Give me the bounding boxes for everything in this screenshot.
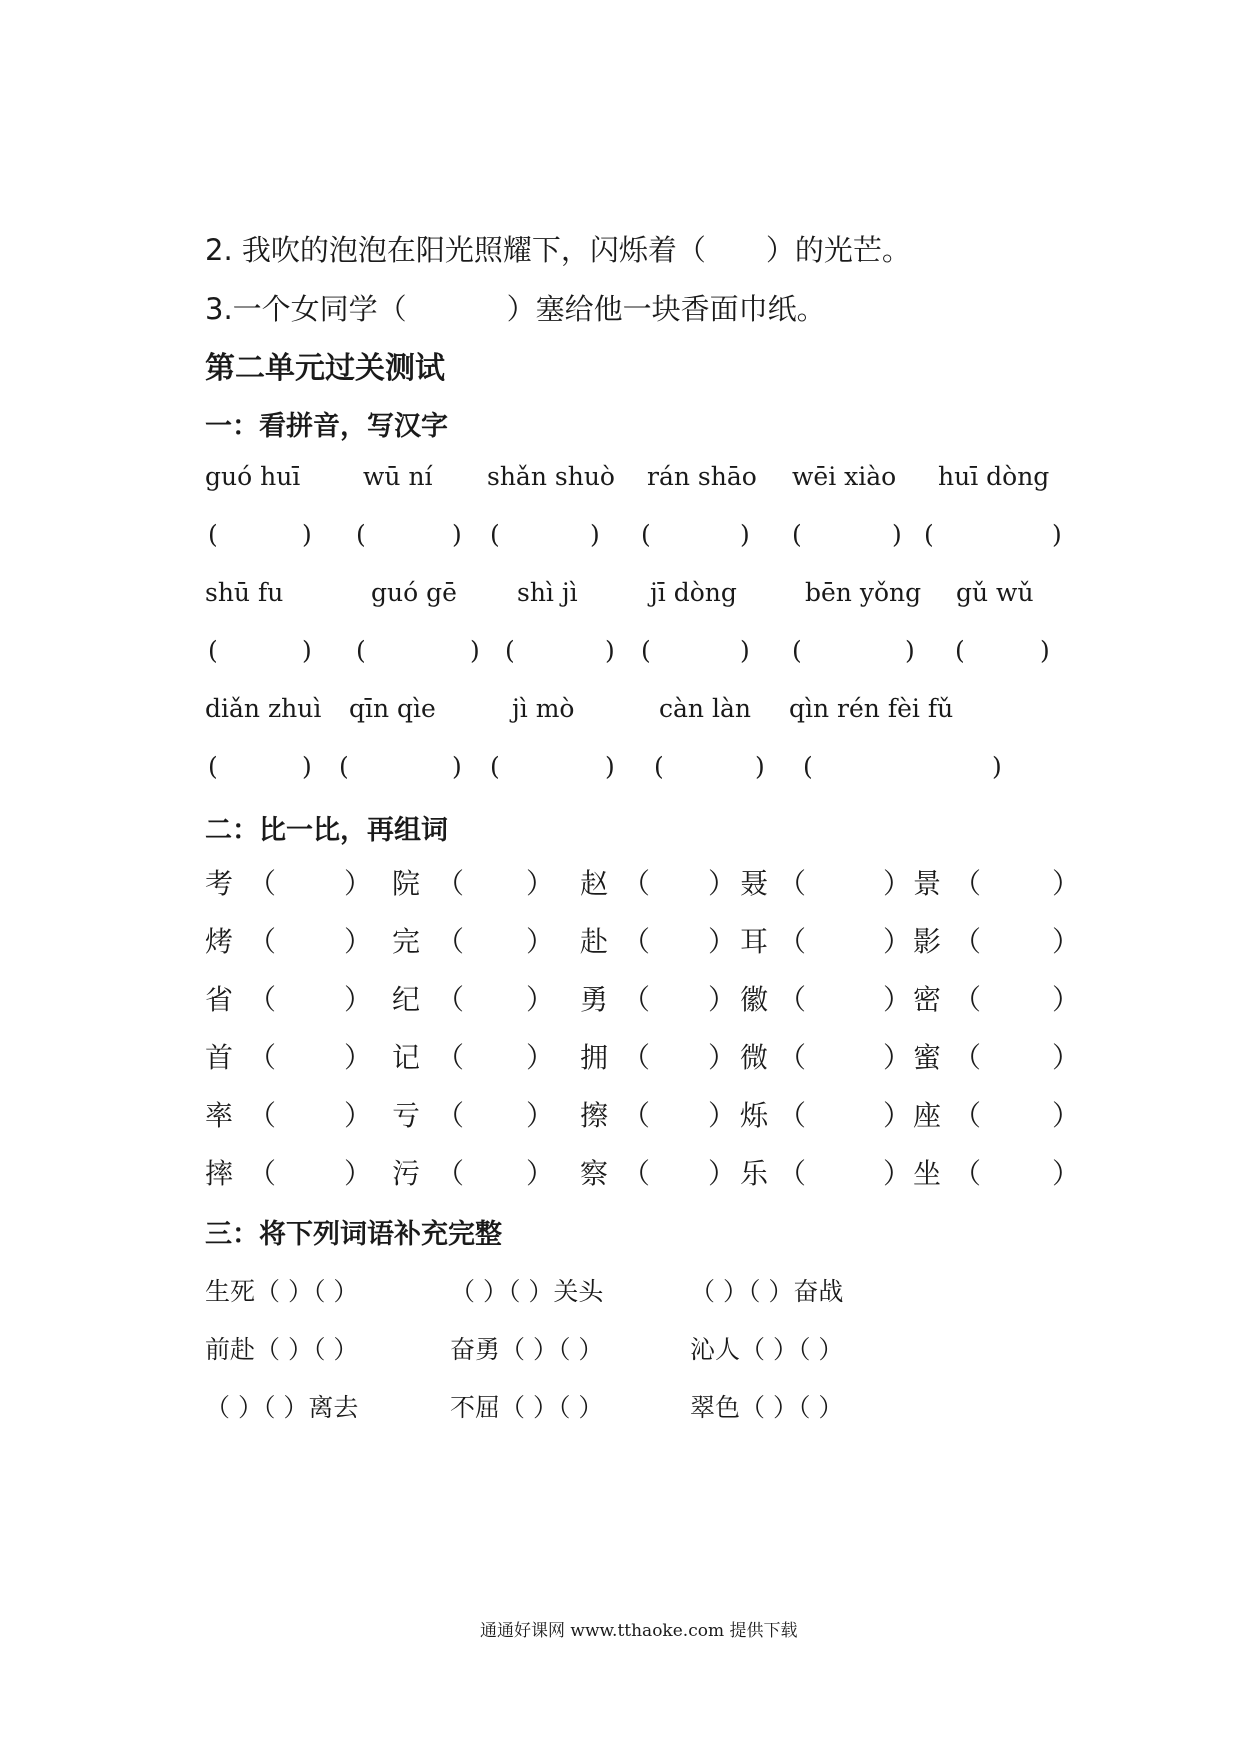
blank-open-paren: （ xyxy=(778,1041,807,1074)
blank-close-paren: ） xyxy=(344,1157,373,1190)
answer-close-paren: ) xyxy=(302,636,312,665)
compare-character: 聂 xyxy=(740,867,769,900)
compare-character: 省 xyxy=(205,983,234,1016)
blank-open-paren: （ xyxy=(778,925,807,958)
phrase-to-complete: 前赴（ ）（ ） xyxy=(205,1335,359,1364)
blank-close-paren: ） xyxy=(708,1099,737,1132)
answer-open-paren: ( xyxy=(208,752,218,781)
answer-open-paren: ( xyxy=(641,520,651,549)
unit-title: 第二单元过关测试 xyxy=(205,351,445,386)
compare-character: 考 xyxy=(205,867,234,900)
phrase-to-complete: 不屈（ ）（ ） xyxy=(450,1393,604,1422)
blank-close-paren: ） xyxy=(883,1157,912,1190)
pinyin-item: càn làn xyxy=(659,694,751,723)
answer-open-paren: ( xyxy=(505,636,515,665)
compare-character: 摔 xyxy=(205,1157,234,1190)
compare-character: 察 xyxy=(580,1157,609,1190)
blank-close-paren: ） xyxy=(883,867,912,900)
compare-character: 拥 xyxy=(580,1041,609,1074)
pinyin-item: diǎn zhuì xyxy=(205,694,322,723)
blank-open-paren: （ xyxy=(953,1099,982,1132)
blank-close-paren: ） xyxy=(344,925,373,958)
blank-open-paren: （ xyxy=(622,1041,651,1074)
blank-open-paren: （ xyxy=(436,867,465,900)
answer-close-paren: ) xyxy=(605,636,615,665)
answer-close-paren: ) xyxy=(905,636,915,665)
compare-character: 记 xyxy=(392,1041,421,1074)
blank-open-paren: （ xyxy=(953,925,982,958)
compare-character: 污 xyxy=(392,1157,421,1190)
blank-close-paren: ） xyxy=(344,983,373,1016)
compare-character: 烤 xyxy=(205,925,234,958)
compare-character: 勇 xyxy=(580,983,609,1016)
compare-character: 率 xyxy=(205,1099,234,1132)
answer-open-paren: ( xyxy=(641,636,651,665)
compare-character: 纪 xyxy=(392,983,421,1016)
pinyin-item: jì mò xyxy=(512,694,575,723)
compare-character: 徽 xyxy=(740,983,769,1016)
pinyin-item: rán shāo xyxy=(647,462,757,491)
blank-open-paren: （ xyxy=(248,1099,277,1132)
blank-close-paren: ） xyxy=(1052,867,1081,900)
blank-open-paren: （ xyxy=(622,925,651,958)
section-3-title: 三：将下列词语补充完整 xyxy=(205,1219,502,1250)
pinyin-item: qīn qìe xyxy=(349,694,436,723)
blank-open-paren: （ xyxy=(248,925,277,958)
answer-open-paren: ( xyxy=(803,752,813,781)
sentence-2-after-blank: ）的光芒。 xyxy=(765,233,911,267)
blank-open-paren: （ xyxy=(778,983,807,1016)
answer-open-paren: ( xyxy=(490,752,500,781)
compare-character: 赵 xyxy=(580,867,609,900)
phrase-to-complete: 生死（ ）（ ） xyxy=(205,1277,359,1306)
answer-close-paren: ) xyxy=(452,752,462,781)
answer-close-paren: ) xyxy=(452,520,462,549)
blank-open-paren: （ xyxy=(436,1041,465,1074)
phrase-to-complete: 沁人（ ）（ ） xyxy=(690,1335,844,1364)
compare-character: 完 xyxy=(392,925,421,958)
answer-open-paren: ( xyxy=(208,520,218,549)
blank-close-paren: ） xyxy=(526,983,555,1016)
answer-close-paren: ) xyxy=(302,752,312,781)
sentence-2 xyxy=(205,228,911,269)
blank-close-paren: ） xyxy=(708,983,737,1016)
compare-character: 微 xyxy=(740,1041,769,1074)
footer-text: 通通好课网 www.tthaoke.com 提供下载 xyxy=(480,1621,798,1641)
blank-open-paren: （ xyxy=(248,983,277,1016)
answer-open-paren: ( xyxy=(792,520,802,549)
answer-close-paren: ) xyxy=(740,520,750,549)
blank-close-paren: ） xyxy=(526,867,555,900)
blank-close-paren: ） xyxy=(526,1157,555,1190)
pinyin-item: guó gē xyxy=(371,578,457,607)
blank-close-paren: ） xyxy=(1052,925,1081,958)
phrase-to-complete: 翠色（ ）（ ） xyxy=(690,1393,844,1422)
sentence-2-before-blank: 2. 我吹的泡泡在阳光照耀下，闪烁着（ xyxy=(205,233,706,267)
answer-close-paren: ) xyxy=(590,520,600,549)
compare-character: 赴 xyxy=(580,925,609,958)
blank-close-paren: ） xyxy=(708,867,737,900)
blank-close-paren: ） xyxy=(526,925,555,958)
blank-close-paren: ） xyxy=(708,1157,737,1190)
answer-open-paren: ( xyxy=(955,636,965,665)
compare-character: 座 xyxy=(913,1099,942,1132)
blank-open-paren: （ xyxy=(436,925,465,958)
pinyin-item: qìn rén fèi fǔ xyxy=(789,694,954,723)
pinyin-item: gǔ wǔ xyxy=(956,578,1034,607)
blank-open-paren: （ xyxy=(436,1157,465,1190)
blank-open-paren: （ xyxy=(248,1041,277,1074)
blank-open-paren: （ xyxy=(436,1099,465,1132)
blank-close-paren: ） xyxy=(883,1099,912,1132)
blank-close-paren: ） xyxy=(708,1041,737,1074)
sentence-3-before-blank: 3.一个女同学（ xyxy=(205,292,407,326)
compare-character: 蜜 xyxy=(913,1041,942,1074)
blank-open-paren: （ xyxy=(953,1157,982,1190)
blank-close-paren: ） xyxy=(526,1041,555,1074)
answer-close-paren: ) xyxy=(1040,636,1050,665)
blank-open-paren: （ xyxy=(622,1157,651,1190)
answer-close-paren: ) xyxy=(605,752,615,781)
answer-close-paren: ) xyxy=(992,752,1002,781)
pinyin-item: shū fu xyxy=(205,578,284,607)
blank-open-paren: （ xyxy=(953,867,982,900)
compare-character: 景 xyxy=(913,867,942,900)
answer-close-paren: ) xyxy=(1052,520,1062,549)
answer-close-paren: ) xyxy=(302,520,312,549)
pinyin-item: shì jì xyxy=(517,578,578,607)
blank-open-paren: （ xyxy=(436,983,465,1016)
compare-character: 烁 xyxy=(740,1099,769,1132)
sentence-3-after-blank: ）塞给他一块香面巾纸。 xyxy=(506,292,826,326)
answer-open-paren: ( xyxy=(208,636,218,665)
answer-open-paren: ( xyxy=(490,520,500,549)
answer-close-paren: ) xyxy=(740,636,750,665)
compare-character: 擦 xyxy=(580,1099,609,1132)
pinyin-item: guó huī xyxy=(205,462,301,491)
blank-close-paren: ） xyxy=(526,1099,555,1132)
compare-character: 密 xyxy=(913,983,942,1016)
blank-close-paren: ） xyxy=(883,925,912,958)
blank-open-paren: （ xyxy=(953,983,982,1016)
answer-close-paren: ) xyxy=(470,636,480,665)
answer-open-paren: ( xyxy=(356,520,366,549)
compare-character: 院 xyxy=(392,867,421,900)
blank-open-paren: （ xyxy=(622,867,651,900)
blank-close-paren: ） xyxy=(1052,1157,1081,1190)
blank-open-paren: （ xyxy=(778,1157,807,1190)
blank-close-paren: ） xyxy=(344,1099,373,1132)
phrase-to-complete: （ ）（ ）离去 xyxy=(205,1393,359,1422)
answer-close-paren: ) xyxy=(755,752,765,781)
blank-open-paren: （ xyxy=(248,867,277,900)
pinyin-item: wū ní xyxy=(363,462,433,491)
answer-open-paren: ( xyxy=(339,752,349,781)
answer-open-paren: ( xyxy=(654,752,664,781)
phrase-to-complete: （ ）（ ）奋战 xyxy=(690,1277,844,1306)
compare-character: 影 xyxy=(913,925,942,958)
blank-open-paren: （ xyxy=(778,1099,807,1132)
blank-close-paren: ） xyxy=(1052,1041,1081,1074)
compare-character: 亏 xyxy=(392,1099,421,1132)
pinyin-item: huī dòng xyxy=(938,462,1050,491)
pinyin-item: wēi xiào xyxy=(792,462,897,491)
compare-character: 首 xyxy=(205,1041,234,1074)
answer-open-paren: ( xyxy=(924,520,934,549)
blank-open-paren: （ xyxy=(778,867,807,900)
blank-close-paren: ） xyxy=(1052,1099,1081,1132)
blank-open-paren: （ xyxy=(622,1099,651,1132)
phrase-to-complete: 奋勇（ ）（ ） xyxy=(450,1335,604,1364)
blank-close-paren: ） xyxy=(708,925,737,958)
sentence-3 xyxy=(205,287,826,328)
section-1-title: 一：看拼音，写汉字 xyxy=(205,411,448,442)
section-2-title: 二：比一比，再组词 xyxy=(205,815,448,846)
compare-character: 坐 xyxy=(913,1157,942,1190)
answer-open-paren: ( xyxy=(356,636,366,665)
pinyin-item: shǎn shuò xyxy=(487,462,615,491)
phrase-to-complete: （ ）（ ）关头 xyxy=(450,1277,604,1306)
blank-open-paren: （ xyxy=(622,983,651,1016)
answer-close-paren: ) xyxy=(892,520,902,549)
compare-character: 耳 xyxy=(740,925,769,958)
blank-close-paren: ） xyxy=(344,1041,373,1074)
blank-open-paren: （ xyxy=(248,1157,277,1190)
blank-close-paren: ） xyxy=(883,983,912,1016)
answer-open-paren: ( xyxy=(792,636,802,665)
blank-close-paren: ） xyxy=(344,867,373,900)
pinyin-item: jī dòng xyxy=(650,578,737,607)
blank-open-paren: （ xyxy=(953,1041,982,1074)
compare-character: 乐 xyxy=(740,1157,769,1190)
blank-close-paren: ） xyxy=(1052,983,1081,1016)
blank-close-paren: ） xyxy=(883,1041,912,1074)
pinyin-item: bēn yǒng xyxy=(805,578,922,607)
